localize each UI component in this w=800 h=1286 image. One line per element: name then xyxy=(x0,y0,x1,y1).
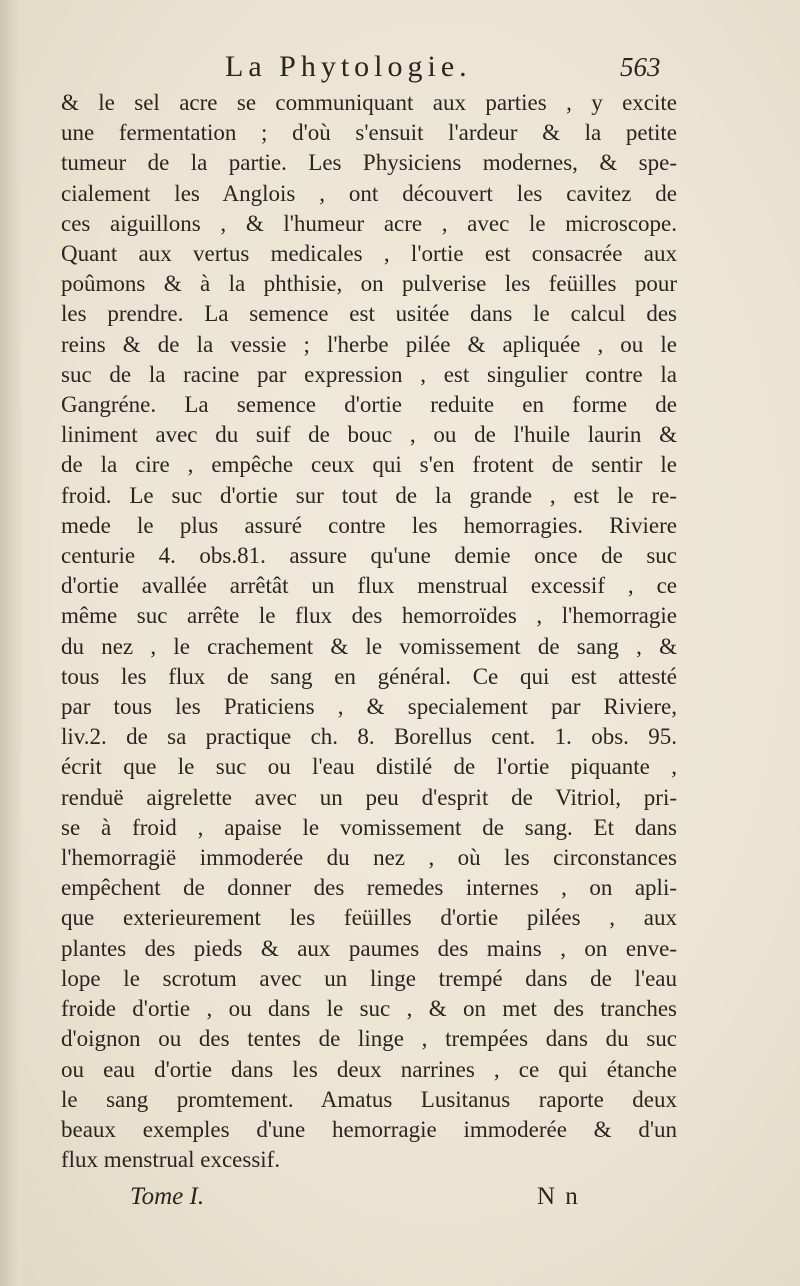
page-footer xyxy=(100,1183,600,1219)
running-title: La Phytologie. xyxy=(225,50,472,83)
text-line: les prendre. La semence est usitée dans le calcul des xyxy=(61,301,677,327)
text-line: cialement les Anglois , ont découvert les cavitez de xyxy=(61,180,677,206)
text-line: une fermentation ; d'où s'ensuit l'ardeur & la petite xyxy=(61,120,677,146)
text-line: mede le plus assuré contre les hemorragies. Riviere xyxy=(61,512,677,538)
text-line: plantes des pieds & aux paumes des mains , on enve- xyxy=(61,935,677,961)
text-line: tumeur de la partie. Les Physiciens modernes, & spe- xyxy=(61,150,677,176)
text-line: froide d'ortie , ou dans le suc , & on met des tranches xyxy=(61,996,677,1022)
text-line: même suc arrête le flux des hemorroïdes , l'hemorragie xyxy=(61,603,677,629)
text-line: flux menstrual excessif. xyxy=(61,1147,281,1173)
text-line: l'hemorragië immoderée du nez , où les circonstances xyxy=(61,845,677,871)
page-header xyxy=(60,50,680,90)
text-line: d'oignon ou des tentes de linge , trempées dans du suc xyxy=(61,1026,677,1052)
text-line: beaux exemples d'une hemorragie immoderée & d'un xyxy=(61,1116,677,1142)
volume-label: Tome I. xyxy=(130,1183,205,1210)
text-line: du nez , le crachement & le vomissement de sang , & xyxy=(61,633,677,659)
text-line: par tous les Praticiens , & specialement par Riviere, xyxy=(61,694,677,720)
text-line: liv.2. de sa practique ch. 8. Borellus cent. 1. obs. 95. xyxy=(61,724,677,750)
page-gutter xyxy=(0,0,22,1286)
text-line: empêchent de donner des remedes internes , on apli- xyxy=(61,875,677,901)
text-line: & le sel acre se communiquant aux parties , y excite xyxy=(61,90,677,115)
body-text xyxy=(61,88,677,1175)
text-line: renduë aigrelette avec un peu d'esprit de Vitriol, pri- xyxy=(61,784,677,810)
page-number: 563 xyxy=(620,52,661,82)
text-line: ces aiguillons , & l'humeur acre , avec le microscope. xyxy=(61,210,677,236)
text-line: tous les flux de sang en général. Ce qui est attesté xyxy=(61,663,677,689)
text-line: écrit que le suc ou l'eau distilé de l'ortie piquante , xyxy=(61,754,677,780)
text-line: le sang promtement. Amatus Lusitanus raporte deux xyxy=(61,1086,677,1112)
text-line: liniment avec du suif de bouc , ou de l'huile laurin & xyxy=(61,422,677,448)
text-line: poûmons & à la phthisie, on pulverise les feüilles pour xyxy=(61,271,677,297)
text-line: ou eau d'ortie dans les deux narrines , ce qui étanche xyxy=(61,1056,677,1082)
text-line: suc de la racine par expression , est singulier contre la xyxy=(61,361,677,387)
signature-mark: N n xyxy=(537,1183,580,1210)
text-line: reins & de la vessie ; l'herbe pilée & apliquée , ou le xyxy=(61,331,677,357)
text-line: centurie 4. obs.81. assure qu'une demie once de suc xyxy=(61,543,677,569)
text-line: de la cire , empêche ceux qui s'en frotent de sentir le xyxy=(61,452,677,478)
text-line: que exterieurement les feüilles d'ortie pilées , aux xyxy=(61,905,677,931)
text-line: d'ortie avallée arrêtât un flux menstrual excessif , ce xyxy=(61,573,677,599)
text-line: Gangréne. La semence d'ortie reduite en forme de xyxy=(61,392,677,418)
text-line: froid. Le suc d'ortie sur tout de la grande , est le re- xyxy=(61,482,677,508)
text-line: lope le scrotum avec un linge trempé dans de l'eau xyxy=(61,965,677,991)
text-line: se à froid , apaise le vomissement de sang. Et dans xyxy=(61,814,677,840)
text-line: Quant aux vertus medicales , l'ortie est consacrée aux xyxy=(61,241,677,267)
